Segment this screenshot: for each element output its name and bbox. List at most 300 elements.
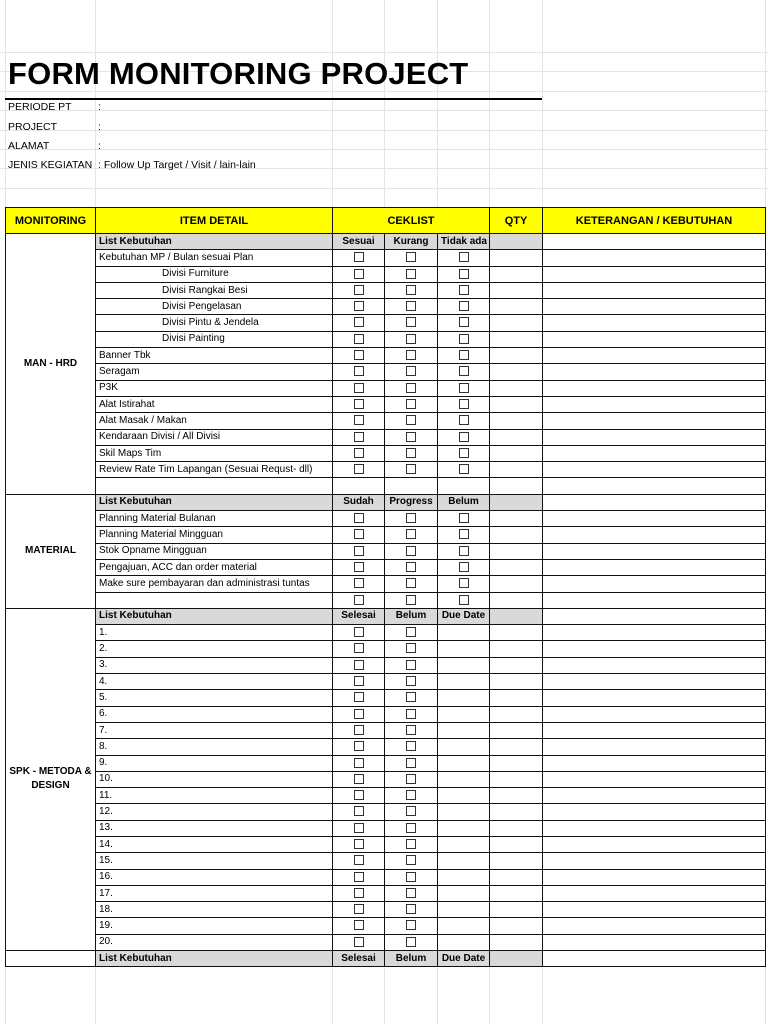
ceklist-cell[interactable] [333,348,385,364]
checkbox[interactable] [354,774,364,784]
keterangan-cell[interactable] [543,918,766,934]
qty-cell[interactable] [490,478,543,494]
checkbox[interactable] [406,888,416,898]
ceklist-cell[interactable] [438,559,490,575]
ceklist-cell[interactable] [333,755,385,771]
ceklist-cell[interactable] [385,478,438,494]
ceklist-cell[interactable] [333,625,385,641]
checkbox[interactable] [459,383,469,393]
ceklist-cell[interactable] [333,543,385,559]
checkbox[interactable] [354,937,364,947]
ceklist-cell[interactable] [438,706,490,722]
ceklist-cell[interactable] [385,282,438,298]
qty-cell[interactable] [490,674,543,690]
ceklist-cell[interactable] [438,771,490,787]
qty-cell[interactable] [490,527,543,543]
qty-cell[interactable] [490,543,543,559]
qty-cell[interactable] [490,396,543,412]
checkbox[interactable] [406,464,416,474]
keterangan-cell[interactable] [543,478,766,494]
ceklist-cell[interactable] [438,429,490,445]
ceklist-cell[interactable] [385,315,438,331]
checkbox[interactable] [406,676,416,686]
keterangan-cell[interactable] [543,674,766,690]
ceklist-cell[interactable] [333,527,385,543]
checkbox[interactable] [406,399,416,409]
qty-cell[interactable] [490,282,543,298]
keterangan-cell[interactable] [543,380,766,396]
checkbox[interactable] [354,888,364,898]
checkbox[interactable] [354,643,364,653]
checkbox[interactable] [354,350,364,360]
keterangan-cell[interactable] [543,315,766,331]
keterangan-cell[interactable] [543,641,766,657]
qty-cell[interactable] [490,934,543,950]
keterangan-cell[interactable] [543,445,766,461]
ceklist-cell[interactable] [438,804,490,820]
ceklist-cell[interactable] [385,429,438,445]
ceklist-cell[interactable] [438,364,490,380]
keterangan-cell[interactable] [543,690,766,706]
ceklist-cell[interactable] [438,625,490,641]
qty-cell[interactable] [490,625,543,641]
ceklist-cell[interactable] [333,413,385,429]
keterangan-cell[interactable] [543,511,766,527]
ceklist-cell[interactable] [385,804,438,820]
ceklist-cell[interactable] [333,478,385,494]
checkbox[interactable] [406,790,416,800]
ceklist-cell[interactable] [438,348,490,364]
qty-cell[interactable] [490,885,543,901]
ceklist-cell[interactable] [333,266,385,282]
ceklist-cell[interactable] [385,902,438,918]
qty-cell[interactable] [490,804,543,820]
ceklist-cell[interactable] [385,625,438,641]
qty-cell[interactable] [490,771,543,787]
qty-cell[interactable] [490,918,543,934]
ceklist-cell[interactable] [385,853,438,869]
checkbox[interactable] [354,366,364,376]
checkbox[interactable] [459,448,469,458]
qty-cell[interactable] [490,413,543,429]
item-detail-cell[interactable] [96,592,333,608]
checkbox[interactable] [354,317,364,327]
keterangan-cell[interactable] [543,364,766,380]
checkbox[interactable] [459,366,469,376]
checkbox[interactable] [406,317,416,327]
ceklist-cell[interactable] [438,739,490,755]
keterangan-cell[interactable] [543,755,766,771]
qty-cell[interactable] [490,820,543,836]
qty-cell[interactable] [490,788,543,804]
ceklist-cell[interactable] [333,788,385,804]
ceklist-cell[interactable] [438,331,490,347]
checkbox[interactable] [459,546,469,556]
qty-cell[interactable] [490,592,543,608]
qty-cell[interactable] [490,462,543,478]
keterangan-cell[interactable] [543,543,766,559]
checkbox[interactable] [354,285,364,295]
checkbox[interactable] [406,448,416,458]
ceklist-cell[interactable] [438,380,490,396]
project-value[interactable]: : [98,121,101,133]
checkbox[interactable] [354,660,364,670]
qty-cell[interactable] [490,380,543,396]
ceklist-cell[interactable] [385,934,438,950]
ceklist-cell[interactable] [385,657,438,673]
qty-cell[interactable] [490,836,543,852]
ceklist-cell[interactable] [385,380,438,396]
keterangan-cell[interactable] [543,836,766,852]
checkbox[interactable] [354,562,364,572]
checkbox[interactable] [354,513,364,523]
ceklist-cell[interactable] [385,462,438,478]
qty-cell[interactable] [490,576,543,592]
qty-cell[interactable] [490,706,543,722]
ceklist-cell[interactable] [385,413,438,429]
checkbox[interactable] [354,725,364,735]
keterangan-cell[interactable] [543,266,766,282]
checkbox[interactable] [354,855,364,865]
ceklist-cell[interactable] [333,282,385,298]
ceklist-cell[interactable] [333,657,385,673]
ceklist-cell[interactable] [438,299,490,315]
keterangan-cell[interactable] [543,869,766,885]
qty-cell[interactable] [490,739,543,755]
ceklist-cell[interactable] [333,771,385,787]
keterangan-cell[interactable] [543,592,766,608]
qty-cell[interactable] [490,755,543,771]
checkbox[interactable] [406,546,416,556]
ceklist-cell[interactable] [438,690,490,706]
ceklist-cell[interactable] [333,820,385,836]
checkbox[interactable] [406,578,416,588]
qty-cell[interactable] [490,690,543,706]
ceklist-cell[interactable] [385,739,438,755]
qty-cell[interactable] [490,364,543,380]
qty-cell[interactable] [490,429,543,445]
checkbox[interactable] [354,806,364,816]
ceklist-cell[interactable] [385,836,438,852]
ceklist-cell[interactable] [438,902,490,918]
ceklist-cell[interactable] [385,331,438,347]
ceklist-cell[interactable] [333,559,385,575]
keterangan-cell[interactable] [543,722,766,738]
ceklist-cell[interactable] [333,462,385,478]
ceklist-cell[interactable] [333,299,385,315]
checkbox[interactable] [406,513,416,523]
qty-cell[interactable] [490,511,543,527]
qty-cell[interactable] [490,250,543,266]
ceklist-cell[interactable] [385,266,438,282]
checkbox[interactable] [406,692,416,702]
checkbox[interactable] [459,350,469,360]
jenis-kegiatan-value[interactable]: : Follow Up Target / Visit / lain-lain [98,159,256,171]
checkbox[interactable] [406,823,416,833]
keterangan-cell[interactable] [543,559,766,575]
keterangan-cell[interactable] [543,820,766,836]
ceklist-cell[interactable] [333,674,385,690]
checkbox[interactable] [354,839,364,849]
ceklist-cell[interactable] [385,299,438,315]
checkbox[interactable] [406,774,416,784]
checkbox[interactable] [459,334,469,344]
checkbox[interactable] [406,562,416,572]
qty-cell[interactable] [490,445,543,461]
qty-cell[interactable] [490,608,543,624]
ceklist-cell[interactable] [438,755,490,771]
checkbox[interactable] [354,399,364,409]
ceklist-cell[interactable] [438,853,490,869]
ceklist-cell[interactable] [385,250,438,266]
ceklist-cell[interactable] [333,364,385,380]
checkbox[interactable] [354,790,364,800]
qty-cell[interactable] [490,853,543,869]
ceklist-cell[interactable] [438,396,490,412]
ceklist-cell[interactable] [438,462,490,478]
qty-cell[interactable] [490,869,543,885]
ceklist-cell[interactable] [438,657,490,673]
checkbox[interactable] [459,513,469,523]
checkbox[interactable] [354,334,364,344]
checkbox[interactable] [406,383,416,393]
checkbox[interactable] [406,415,416,425]
qty-cell[interactable] [490,331,543,347]
ceklist-cell[interactable] [333,690,385,706]
checkbox[interactable] [354,269,364,279]
checkbox[interactable] [406,741,416,751]
alamat-value[interactable]: : [98,140,101,152]
checkbox[interactable] [459,529,469,539]
ceklist-cell[interactable] [333,592,385,608]
keterangan-cell[interactable] [543,413,766,429]
ceklist-cell[interactable] [438,641,490,657]
ceklist-cell[interactable] [385,788,438,804]
ceklist-cell[interactable] [385,543,438,559]
keterangan-cell[interactable] [543,527,766,543]
checkbox[interactable] [406,806,416,816]
ceklist-cell[interactable] [333,331,385,347]
ceklist-cell[interactable] [438,527,490,543]
keterangan-cell[interactable] [543,706,766,722]
ceklist-cell[interactable] [385,592,438,608]
qty-cell[interactable] [490,722,543,738]
ceklist-cell[interactable] [385,364,438,380]
qty-cell[interactable] [490,902,543,918]
ceklist-cell[interactable] [385,869,438,885]
ceklist-cell[interactable] [333,934,385,950]
checkbox[interactable] [406,366,416,376]
checkbox[interactable] [459,285,469,295]
ceklist-cell[interactable] [438,315,490,331]
checkbox[interactable] [354,301,364,311]
checkbox[interactable] [354,448,364,458]
checkbox[interactable] [459,562,469,572]
ceklist-cell[interactable] [438,282,490,298]
keterangan-cell[interactable] [543,885,766,901]
ceklist-cell[interactable] [333,902,385,918]
qty-cell[interactable] [490,641,543,657]
checkbox[interactable] [354,252,364,262]
keterangan-cell[interactable] [543,934,766,950]
keterangan-cell[interactable] [543,396,766,412]
ceklist-cell[interactable] [385,576,438,592]
checkbox[interactable] [459,595,469,605]
ceklist-cell[interactable] [385,820,438,836]
ceklist-cell[interactable] [438,820,490,836]
checkbox[interactable] [459,317,469,327]
checkbox[interactable] [406,432,416,442]
ceklist-cell[interactable] [385,527,438,543]
ceklist-cell[interactable] [333,445,385,461]
ceklist-cell[interactable] [438,885,490,901]
ceklist-cell[interactable] [385,445,438,461]
qty-cell[interactable] [490,951,543,967]
ceklist-cell[interactable] [333,380,385,396]
checkbox[interactable] [459,269,469,279]
keterangan-cell[interactable] [543,804,766,820]
keterangan-cell[interactable] [543,853,766,869]
keterangan-cell[interactable] [543,331,766,347]
checkbox[interactable] [354,741,364,751]
ceklist-cell[interactable] [438,576,490,592]
ceklist-cell[interactable] [333,250,385,266]
ceklist-cell[interactable] [385,690,438,706]
ceklist-cell[interactable] [438,674,490,690]
keterangan-cell[interactable] [543,951,766,967]
checkbox[interactable] [354,464,364,474]
qty-cell[interactable] [490,348,543,364]
qty-cell[interactable] [490,266,543,282]
checkbox[interactable] [354,546,364,556]
checkbox[interactable] [354,383,364,393]
ceklist-cell[interactable] [333,869,385,885]
checkbox[interactable] [406,529,416,539]
ceklist-cell[interactable] [438,869,490,885]
checkbox[interactable] [354,415,364,425]
ceklist-cell[interactable] [385,885,438,901]
ceklist-cell[interactable] [438,478,490,494]
checkbox[interactable] [406,725,416,735]
checkbox[interactable] [354,758,364,768]
checkbox[interactable] [459,301,469,311]
checkbox[interactable] [406,758,416,768]
checkbox[interactable] [354,676,364,686]
checkbox[interactable] [406,855,416,865]
ceklist-cell[interactable] [333,836,385,852]
ceklist-cell[interactable] [333,706,385,722]
checkbox[interactable] [459,432,469,442]
qty-cell[interactable] [490,657,543,673]
ceklist-cell[interactable] [333,641,385,657]
keterangan-cell[interactable] [543,771,766,787]
keterangan-cell[interactable] [543,576,766,592]
checkbox[interactable] [354,920,364,930]
periode-value[interactable]: : [98,101,101,113]
ceklist-cell[interactable] [385,641,438,657]
checkbox[interactable] [354,627,364,637]
qty-cell[interactable] [490,559,543,575]
keterangan-cell[interactable] [543,494,766,510]
ceklist-cell[interactable] [438,511,490,527]
checkbox[interactable] [406,839,416,849]
item-detail-cell[interactable] [96,478,333,494]
ceklist-cell[interactable] [333,918,385,934]
keterangan-cell[interactable] [543,625,766,641]
keterangan-cell[interactable] [543,462,766,478]
ceklist-cell[interactable] [333,739,385,755]
ceklist-cell[interactable] [333,722,385,738]
ceklist-cell[interactable] [438,543,490,559]
checkbox[interactable] [406,285,416,295]
checkbox[interactable] [406,595,416,605]
checkbox[interactable] [406,301,416,311]
qty-cell[interactable] [490,494,543,510]
keterangan-cell[interactable] [543,250,766,266]
ceklist-cell[interactable] [333,315,385,331]
ceklist-cell[interactable] [385,674,438,690]
ceklist-cell[interactable] [385,559,438,575]
checkbox[interactable] [354,904,364,914]
checkbox[interactable] [354,529,364,539]
ceklist-cell[interactable] [333,853,385,869]
qty-cell[interactable] [490,299,543,315]
ceklist-cell[interactable] [333,429,385,445]
checkbox[interactable] [354,872,364,882]
ceklist-cell[interactable] [438,722,490,738]
keterangan-cell[interactable] [543,282,766,298]
checkbox[interactable] [354,595,364,605]
ceklist-cell[interactable] [385,348,438,364]
checkbox[interactable] [459,252,469,262]
ceklist-cell[interactable] [385,511,438,527]
keterangan-cell[interactable] [543,348,766,364]
checkbox[interactable] [406,627,416,637]
keterangan-cell[interactable] [543,657,766,673]
checkbox[interactable] [459,399,469,409]
ceklist-cell[interactable] [333,396,385,412]
checkbox[interactable] [406,920,416,930]
ceklist-cell[interactable] [333,885,385,901]
checkbox[interactable] [406,904,416,914]
ceklist-cell[interactable] [385,918,438,934]
ceklist-cell[interactable] [438,445,490,461]
checkbox[interactable] [406,269,416,279]
ceklist-cell[interactable] [438,836,490,852]
checkbox[interactable] [354,823,364,833]
checkbox[interactable] [406,709,416,719]
checkbox[interactable] [459,464,469,474]
ceklist-cell[interactable] [438,918,490,934]
checkbox[interactable] [406,660,416,670]
keterangan-cell[interactable] [543,739,766,755]
checkbox[interactable] [406,643,416,653]
ceklist-cell[interactable] [438,592,490,608]
checkbox[interactable] [406,872,416,882]
ceklist-cell[interactable] [438,266,490,282]
checkbox[interactable] [406,350,416,360]
ceklist-cell[interactable] [438,413,490,429]
ceklist-cell[interactable] [385,396,438,412]
ceklist-cell[interactable] [333,804,385,820]
ceklist-cell[interactable] [438,250,490,266]
keterangan-cell[interactable] [543,234,766,250]
keterangan-cell[interactable] [543,608,766,624]
checkbox[interactable] [354,432,364,442]
qty-cell[interactable] [490,315,543,331]
checkbox[interactable] [354,692,364,702]
checkbox[interactable] [459,578,469,588]
